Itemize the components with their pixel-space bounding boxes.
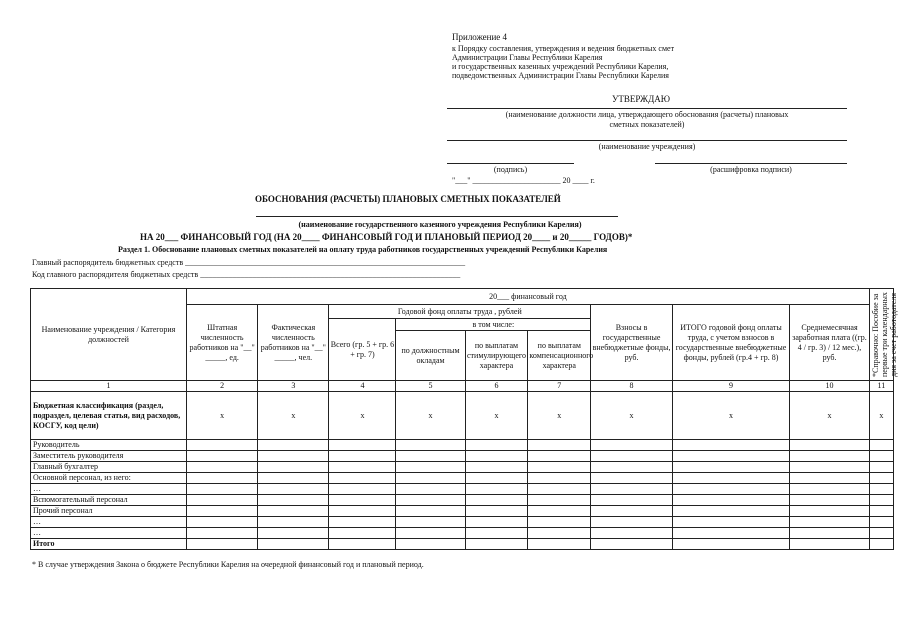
col-number: 2	[187, 381, 258, 392]
col-number: 5	[396, 381, 465, 392]
approval-date: "___" ______________________ 20 ____ г.	[452, 176, 595, 185]
header-by-salary: по должностным окладам	[396, 331, 465, 381]
appendix-line-2: Администрации Главы Республики Карелия	[452, 53, 603, 62]
col-number: 7	[528, 381, 591, 392]
header-compensating: по выплатам компенсационного характера	[528, 331, 591, 381]
x-cell: x	[465, 392, 528, 440]
row-label: Главный бухгалтер	[31, 462, 187, 473]
table-row	[31, 440, 894, 451]
table-row	[31, 462, 894, 473]
manager-code-field: Код главного распорядителя бюджетных средств _________________________________________________________________	[32, 270, 461, 279]
decoding-caption: (расшифровка подписи)	[710, 165, 792, 174]
total-row	[31, 539, 894, 550]
x-cell: x	[187, 392, 258, 440]
col-number: 11	[869, 381, 893, 392]
col-number: 3	[258, 381, 329, 392]
header-total: Всего (гр. 5 + гр. 6 + гр. 7)	[329, 319, 396, 381]
table-row	[31, 528, 894, 539]
signature-caption: (подпись)	[493, 165, 528, 174]
table-row	[31, 484, 894, 495]
header-actual-count: Фактическая численность работников на "__" _____, чел.	[258, 305, 329, 381]
institution-caption: (наименование учреждения)	[598, 142, 696, 151]
header-payroll-group: Годовой фонд оплаты труда , рублей	[329, 305, 591, 319]
appendix-line-1: к Порядку составления, утверждения и ведения бюджетных смет	[452, 44, 675, 53]
institution-name-caption: (наименование государственного казенного учреждения Республики Карелия)	[298, 220, 582, 229]
approval-title: УТВЕРЖДАЮ	[612, 94, 671, 104]
x-cell: x	[591, 392, 673, 440]
section-title: Раздел 1. Обоснование плановых сметных показателей на оплату труда работников государственных учреждений Республики Карелия	[118, 245, 608, 254]
reference-text: *Справочно: Пособие за первые три календарных дня за счет работодателя	[870, 292, 898, 377]
col-number: 4	[329, 381, 396, 392]
row-label: Вспомогательный персонал	[31, 495, 187, 506]
header-avg-salary: Среднемесячная заработная плата ((гр. 4 / гр. 3) / 12 мес.), руб.	[790, 305, 870, 381]
row-label: Основной персонал, из него:	[31, 473, 187, 484]
row-label: Заместитель руководителя	[31, 451, 187, 462]
header-stimulating: по выплатам стимулирующего характера	[465, 331, 528, 381]
row-label: Руководитель	[31, 440, 187, 451]
main-manager-field: Главный распорядитель бюджетных средств ______________________________________________________________________	[32, 258, 466, 267]
position-caption-1: (наименование должности лица, утверждающего обоснования (расчеты) плановых	[505, 110, 789, 119]
appendix-title: Приложение 4	[452, 32, 508, 42]
institution-line	[447, 140, 847, 141]
x-cell: x	[258, 392, 329, 440]
position-caption-2: сметных показателей)	[609, 120, 685, 129]
position-line	[447, 108, 847, 109]
col-number: 8	[591, 381, 673, 392]
header-fin-year: 20___ финансовый год	[187, 289, 870, 305]
header-itogo-fund: ИТОГО годовой фонд оплаты труда, с учетом взносов в государственные внебюджетные фонды, рублей (гр.4 + гр. 8)	[672, 305, 789, 381]
table-row	[31, 473, 894, 484]
row-label: …	[31, 484, 187, 495]
col-number: 10	[790, 381, 870, 392]
row-label: …	[31, 528, 187, 539]
document-title: ОБОСНОВАНИЯ (РАСЧЕТЫ) ПЛАНОВЫХ СМЕТНЫХ ПОКАЗАТЕЛЕЙ	[255, 194, 561, 204]
row-label: …	[31, 517, 187, 528]
institution-name-line	[256, 216, 618, 217]
x-cell: x	[329, 392, 396, 440]
budget-class-row	[31, 392, 894, 440]
table-row	[31, 495, 894, 506]
col-number: 6	[465, 381, 528, 392]
decoding-line	[655, 163, 847, 164]
x-cell: x	[672, 392, 789, 440]
col-number: 1	[31, 381, 187, 392]
appendix-line-3: и государственных казенных учреждений Республики Карелия,	[452, 62, 669, 71]
payroll-table	[30, 288, 898, 550]
x-cell: x	[869, 392, 893, 440]
header-contributions: Взносы в государственные внебюджетные фонды, руб.	[591, 305, 673, 381]
row-label: Прочий персонал	[31, 506, 187, 517]
footnote: * В случае утверждения Закона о бюджете Республики Карелия на очередной финансовый год и плановый период.	[32, 560, 424, 569]
total-label: Итого	[31, 539, 187, 550]
table-row	[31, 451, 894, 462]
table-row	[31, 517, 894, 528]
column-number-row	[31, 381, 894, 392]
appendix-line-4: подведомственных Администрации Главы Республики Карелия	[452, 71, 669, 80]
col-number: 9	[672, 381, 789, 392]
table-row	[31, 506, 894, 517]
header-staff-count: Штатная численность работников на "__" _____, ед.	[187, 305, 258, 381]
header-including: в том числе:	[396, 319, 591, 331]
x-cell: x	[528, 392, 591, 440]
header-reference	[869, 289, 898, 381]
header-category: Наименование учреждения / Категория должностей	[31, 289, 187, 381]
period-line: НА 20___ ФИНАНСОВЫЙ ГОД (НА 20____ ФИНАНСОВЫЙ ГОД И ПЛАНОВЫЙ ПЕРИОД 20____ и 20_____ ГОДОВ)*	[140, 232, 633, 242]
x-cell: x	[396, 392, 465, 440]
signature-line	[447, 163, 574, 164]
budget-class-label: Бюджетная классификация (раздел, подраздел, целевая статья, вид расходов, КОСГУ, код цели)	[31, 392, 187, 440]
x-cell: x	[790, 392, 870, 440]
